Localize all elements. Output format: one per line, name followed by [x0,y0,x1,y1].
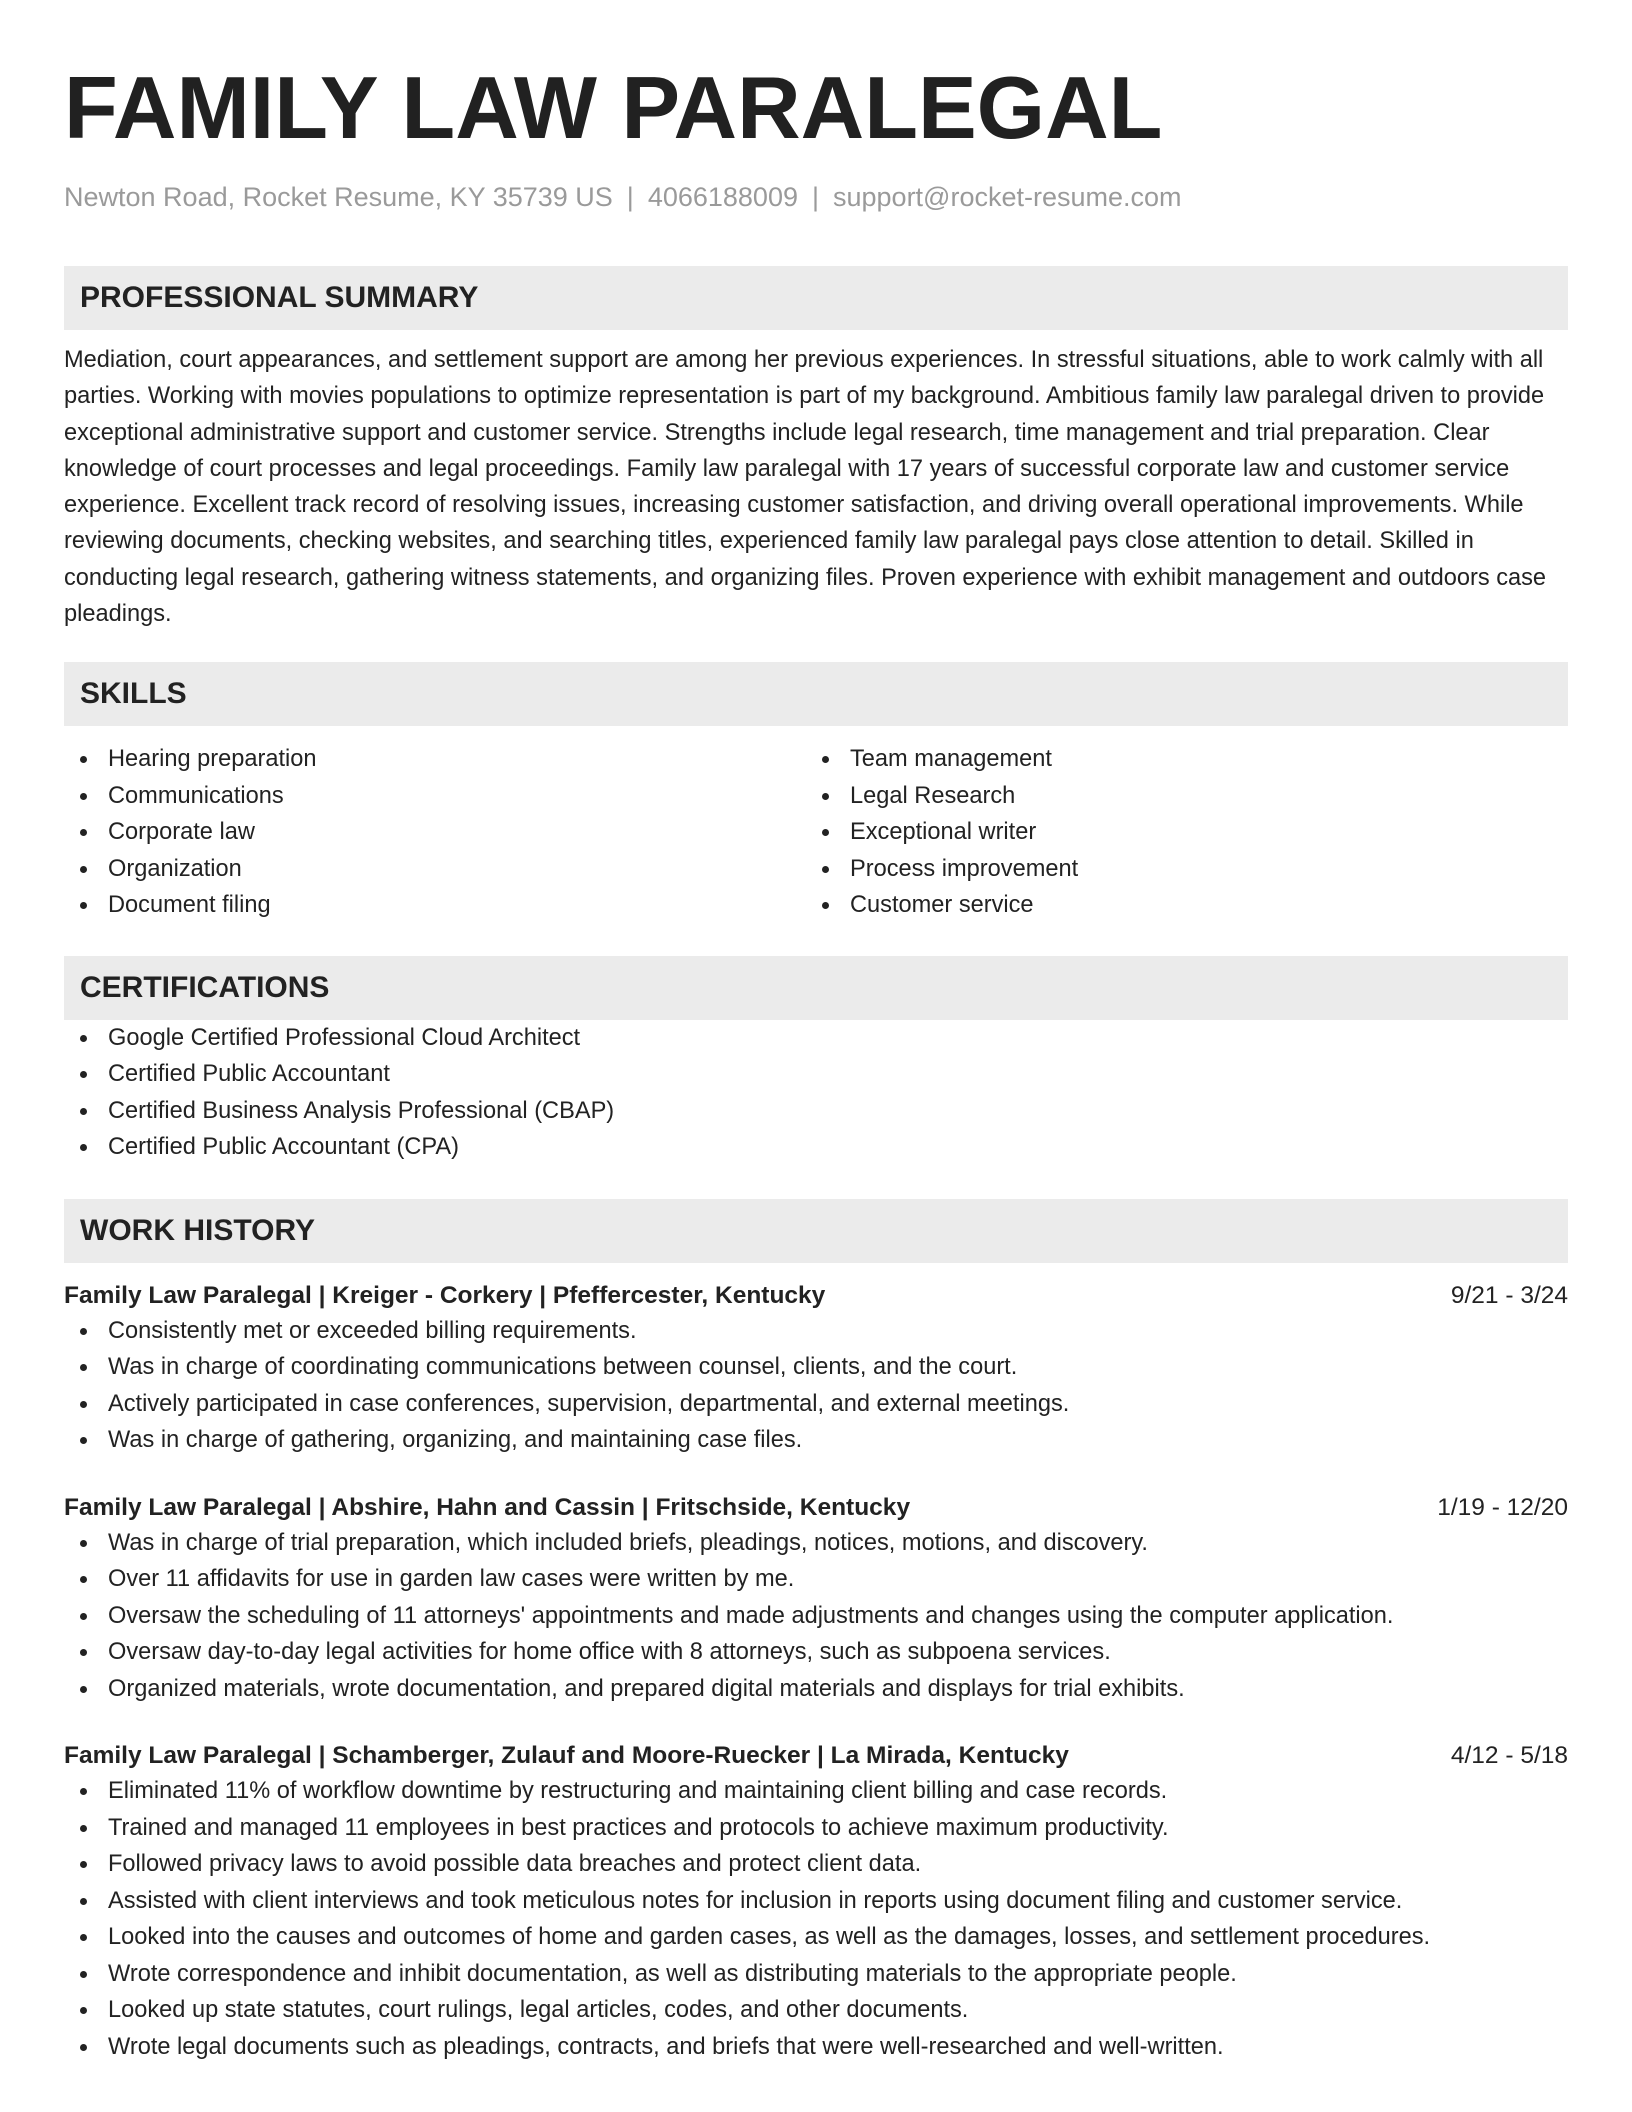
skills-grid [64,741,1568,924]
job-header [64,1739,1568,1773]
section-header-certifications: CERTIFICATIONS [64,956,1568,1020]
skill-item: Organization [64,851,806,888]
contact-line [64,180,1568,214]
job-bullets [64,1773,1568,2065]
job-bullet: Oversaw the scheduling of 11 attorneys' appointments and made adjustments and changes using the computer application. [64,1598,1568,1635]
section-header-work-history: WORK HISTORY [64,1199,1568,1263]
address: Newton Road, Rocket Resume, KY 35739 US [64,182,613,212]
job-bullets [64,1313,1568,1459]
job-entry [64,1739,1568,2065]
job-bullet: Trained and managed 11 employees in best practices and protocols to achieve maximum productivity. [64,1810,1568,1847]
phone: 4066188009 [647,182,798,212]
job-title: Family Law Paralegal | Kreiger - Corkery | Pfeffercester, Kentucky [64,1281,826,1309]
candidate-name: FAMILY LAW PARALEGAL [64,58,1163,157]
contact-separator: | [626,182,634,212]
job-title: Family Law Paralegal | Abshire, Hahn and Cassin | Fritschside, Kentucky [64,1493,911,1521]
certification-item: Certified Public Accountant [64,1056,1568,1093]
skills-column-left [64,741,806,924]
job-dates: 9/21 - 3/24 [1450,1281,1568,1309]
job-dates: 1/19 - 12/20 [1437,1493,1568,1521]
job-bullet: Was in charge of trial preparation, which included briefs, pleadings, notices, motions, and discovery. [64,1525,1568,1562]
job-bullet: Consistently met or exceeded billing requirements. [64,1313,1568,1350]
job-bullet: Assisted with client interviews and took meticulous notes for inclusion in reports using document filing and customer service. [64,1883,1568,1920]
skill-item: Process improvement [806,851,1548,888]
email: support@rocket-resume.com [833,182,1182,212]
job-bullet: Eliminated 11% of workflow downtime by restructuring and maintaining client billing and case records. [64,1773,1568,1810]
job-entry [64,1491,1568,1708]
skills-column-right [806,741,1548,924]
job-bullets [64,1525,1568,1708]
skill-item: Document filing [64,887,806,924]
skill-item: Hearing preparation [64,741,806,778]
job-bullet: Looked into the causes and outcomes of home and garden cases, as well as the damages, losses, and settlement procedures. [64,1919,1568,1956]
job-bullet: Wrote correspondence and inhibit documentation, as well as distributing materials to the appropriate people. [64,1956,1568,1993]
job-bullet: Was in charge of gathering, organizing, and maintaining case files. [64,1422,1568,1459]
job-header [64,1491,1568,1525]
section-header-summary: PROFESSIONAL SUMMARY [64,266,1568,330]
job-title: Family Law Paralegal | Schamberger, Zulauf and Moore-Ruecker | La Mirada, Kentucky [64,1742,1069,1770]
certification-item: Certified Public Accountant (CPA) [64,1129,1568,1166]
job-bullet: Actively participated in case conferences, supervision, departmental, and external meetings. [64,1386,1568,1423]
certification-item: Certified Business Analysis Professional (CBAP) [64,1093,1568,1130]
job-header [64,1279,1568,1313]
skill-item: Customer service [806,887,1548,924]
skill-item: Corporate law [64,814,806,851]
section-header-skills: SKILLS [64,662,1568,726]
job-bullet: Wrote legal documents such as pleadings, contracts, and briefs that were well-researched and well-written. [64,2029,1568,2066]
job-bullet: Looked up state statutes, court rulings, legal articles, codes, and other documents. [64,1992,1568,2029]
job-bullet: Over 11 affidavits for use in garden law cases were written by me. [64,1561,1568,1598]
skill-item: Communications [64,778,806,815]
certification-item: Google Certified Professional Cloud Architect [64,1020,1568,1057]
job-dates: 4/12 - 5/18 [1450,1742,1568,1770]
job-entry [64,1279,1568,1459]
skill-item: Team management [806,741,1548,778]
contact-separator: | [811,182,819,212]
job-bullet: Organized materials, wrote documentation, and prepared digital materials and displays for trial exhibits. [64,1671,1568,1708]
summary-text: Mediation, court appearances, and settlement support are among her previous experiences. In stressful situations, able to work calmly with all parties. Working with movies populations to optimize representation is part of my background. Ambitious family law paralegal driven to provide exceptional administrative support and customer service. Strengths include legal research, time management and trial preparation. Clear knowledge of court processes and legal proceedings. Family law paralegal with 17 years of successful corporate law and customer service experience. Excellent track record of resolving issues, increasing customer satisfaction, and driving overall operational improvements. While reviewing documents, checking websites, and searching titles, experienced family law paralegal pays close attention to detail. Skilled in conducting legal research, gathering witness statements, and organizing files. Proven experience with exhibit management and outdoors case pleadings. [64,347,1547,628]
certifications-list [64,1020,1568,1166]
skill-item: Legal Research [806,778,1548,815]
skill-item: Exceptional writer [806,814,1548,851]
job-bullet: Followed privacy laws to avoid possible data breaches and protect client data. [64,1846,1568,1883]
resume-page [64,0,1568,2065]
job-bullet: Oversaw day-to-day legal activities for home office with 8 attorneys, such as subpoena services. [64,1634,1568,1671]
job-bullet: Was in charge of coordinating communications between counsel, clients, and the court. [64,1349,1568,1386]
